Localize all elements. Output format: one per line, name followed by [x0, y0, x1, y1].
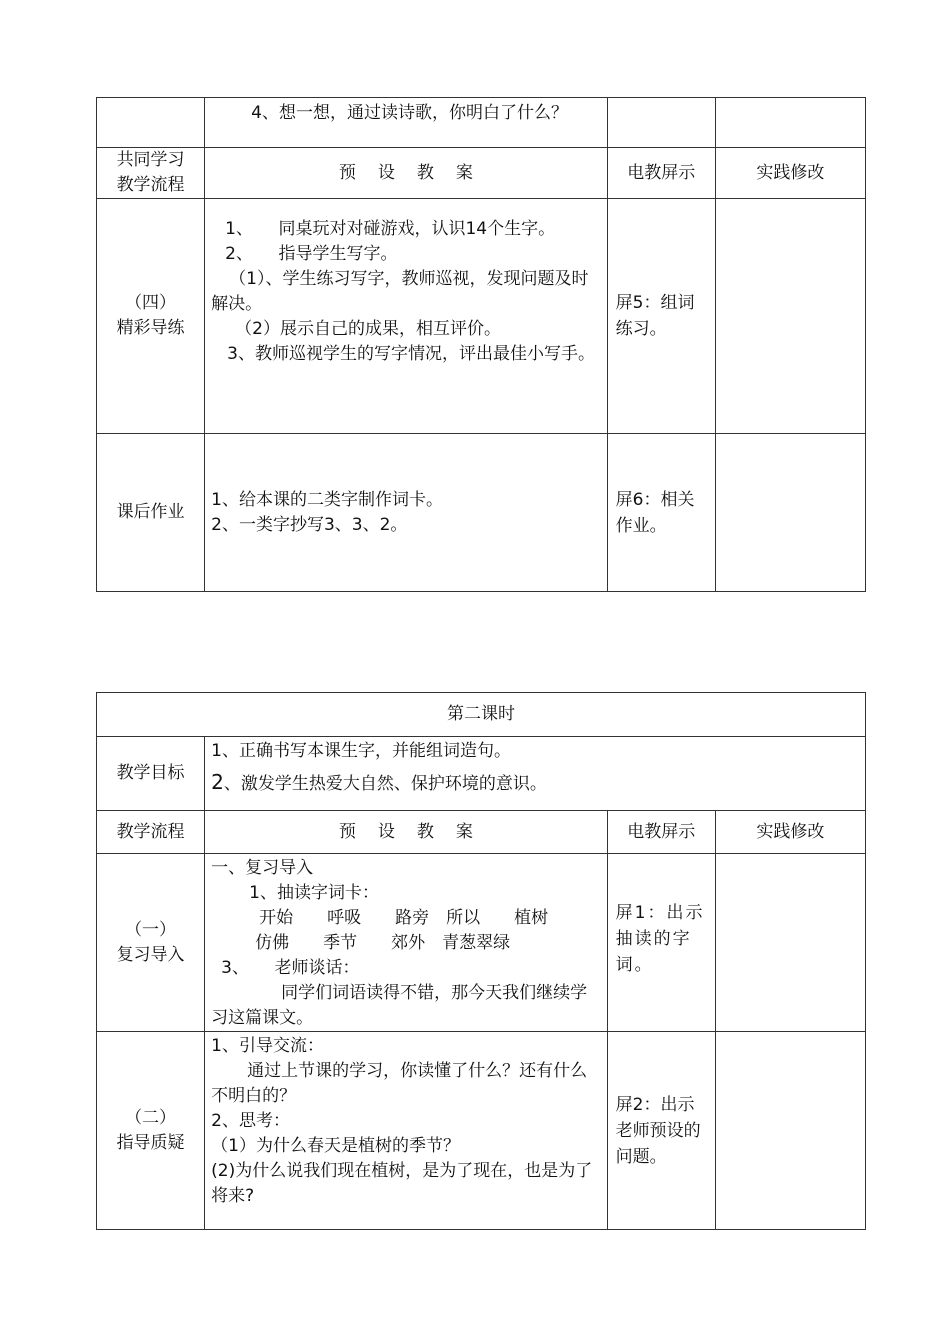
screen-cell: 屏6：相关作业。	[607, 434, 715, 592]
goal-content: 1、正确书写本课生字，并能组词造句。 2、激发学生热爱大自然、保护环境的意识。	[205, 737, 866, 811]
plan-cell: 1、引导交流： 通过上节课的学习，你读懂了什么？还有什么不明白的？ 2、思考： （1）为什么春天是植树的季节？ (2)为什么说我们现在植树，是为了现在，也是为了将来?	[205, 1032, 608, 1230]
goal-label: 教学目标	[97, 737, 205, 811]
plan-cell: 1、 同桌玩对对碰游戏，认识14个生字。 2、 指导学生写字。 （1）、学生练习写字，教师巡视，发现问题及时解决。 （2）展示自己的成果，相互评价。 3、教师巡视学生的写字情况，评出最佳小写手。	[205, 199, 608, 434]
empty-cell	[97, 98, 205, 148]
lesson-plan-table-continued	[96, 97, 866, 592]
goal-row	[97, 737, 866, 811]
title-row	[97, 693, 866, 737]
header-revise: 实践修改	[715, 811, 865, 854]
table-row	[97, 434, 866, 592]
header-flow: 教学流程	[97, 811, 205, 854]
plan-cell: 1、给本课的二类字制作词卡。 2、一类字抄写3、3、2。	[205, 434, 608, 592]
stage-label: 课后作业	[97, 434, 205, 592]
header-revise: 实践修改	[715, 148, 865, 199]
plan-cell: 一、复习导入 1、抽读字词卡： 开始 呼吸 路旁 所以 植树 仿佛 季节 郊外 青葱翠绿 3、 老师谈话： 同学们词语读得不错，那今天我们继续学习这篇课文。	[205, 854, 608, 1032]
stage-label: （四） 精彩导练	[97, 199, 205, 434]
empty-cell	[715, 434, 865, 592]
table-row	[97, 98, 866, 148]
header-row	[97, 811, 866, 854]
empty-cell	[715, 1032, 865, 1230]
header-plan: 预设教案	[205, 811, 608, 854]
stage-label: （一） 复习导入	[97, 854, 205, 1032]
table-row	[97, 854, 866, 1032]
screen-cell: 屏1：出示抽读的字词。	[607, 854, 715, 1032]
empty-cell	[607, 98, 715, 148]
header-row	[97, 148, 866, 199]
empty-cell	[715, 199, 865, 434]
empty-cell	[715, 98, 865, 148]
header-screen: 电教屏示	[607, 148, 715, 199]
header-screen: 电教屏示	[607, 811, 715, 854]
table-row	[97, 199, 866, 434]
stage-label: （二） 指导质疑	[97, 1032, 205, 1230]
period-title: 第二课时	[97, 693, 866, 737]
screen-cell: 屏5：组词练习。	[607, 199, 715, 434]
header-plan: 预设教案	[205, 148, 608, 199]
question-text: 4、想一想，通过读诗歌，你明白了什么？	[205, 98, 608, 148]
header-flow: 共同学习 教学流程	[97, 148, 205, 199]
table-row	[97, 1032, 866, 1230]
empty-cell	[715, 854, 865, 1032]
screen-cell: 屏2：出示老师预设的问题。	[607, 1032, 715, 1230]
lesson-plan-table-second-period	[96, 692, 866, 1230]
